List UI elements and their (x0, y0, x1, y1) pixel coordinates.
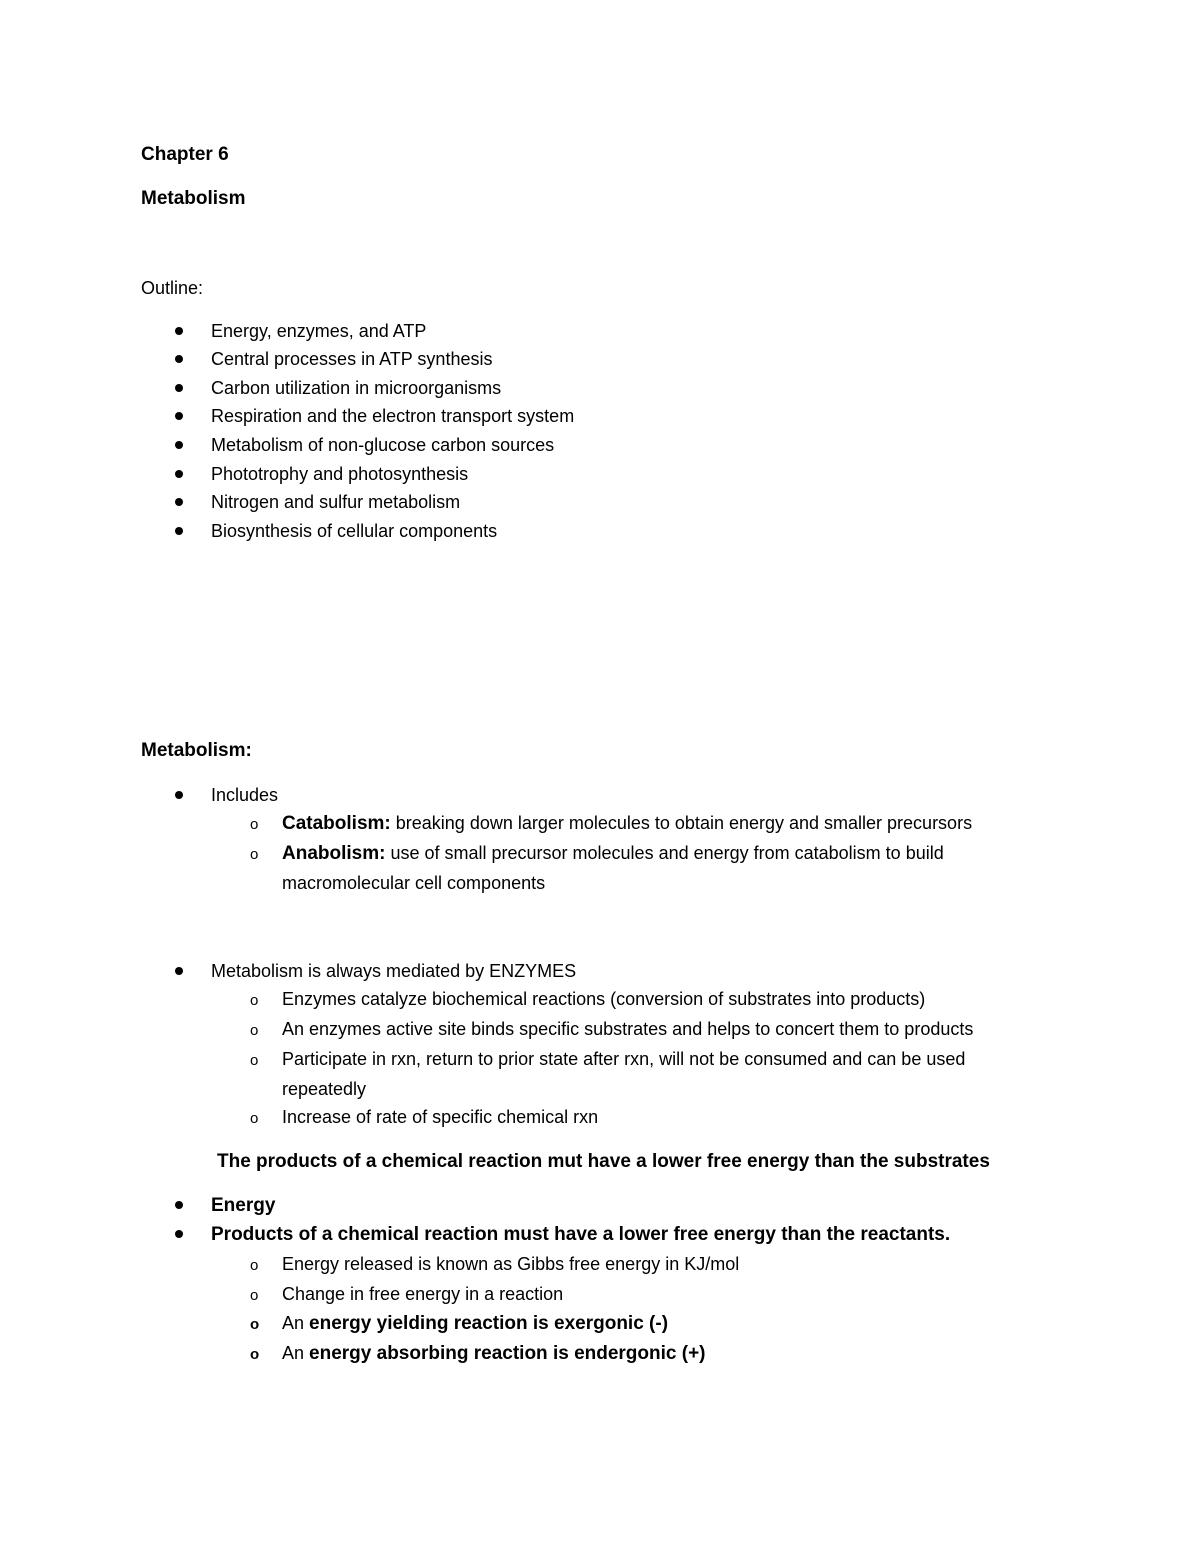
enzymes-sub-item: Increase of rate of specific chemical rxn (282, 1107, 599, 1127)
sub-bullet-icon: o (250, 1022, 259, 1039)
bullet-icon (175, 791, 183, 799)
sub-bullet-icon: o (250, 1052, 259, 1069)
anabolism-line (282, 844, 944, 863)
outline-label: Outline: (141, 278, 204, 298)
sub-bullet-icon: o (250, 1346, 260, 1363)
bullet-icon (175, 1201, 183, 1209)
chapter-title: Chapter 6 (141, 144, 229, 165)
bullet-icon (175, 355, 183, 363)
outline-item: Respiration and the electron transport system (211, 406, 575, 426)
includes-label: Includes (211, 785, 279, 805)
bullet-icon (175, 498, 183, 506)
bullet-icon (175, 327, 183, 335)
catabolism-line (282, 814, 972, 833)
sub-bullet-icon: o (250, 846, 259, 863)
bullet-icon (175, 470, 183, 478)
catabolism-text: breaking down larger molecules to obtain energy and smaller precursors (395, 813, 973, 833)
anabolism-term: Anabolism: (282, 843, 386, 864)
catabolism-term: Catabolism: (282, 813, 391, 834)
enzymes-sub-item: An enzymes active site binds specific substrates and helps to concert them to products (282, 1019, 974, 1039)
enzymes-sub-item-continued: repeatedly (282, 1079, 367, 1099)
endergonic-line (282, 1344, 706, 1363)
outline-item: Biosynthesis of cellular components (211, 521, 498, 541)
anabolism-text-continued: macromolecular cell components (282, 873, 546, 893)
endergonic-text: energy absorbing reaction is endergonic (+) (309, 1343, 706, 1364)
enzymes-sub-item: Enzymes catalyze biochemical reactions (conversion of substrates into products) (282, 989, 926, 1009)
outline-item: Phototrophy and photosynthesis (211, 464, 469, 484)
enzymes-label: Metabolism is always mediated by ENZYMES (211, 961, 577, 981)
sub-bullet-icon: o (250, 992, 259, 1009)
exergonic-prefix: An (282, 1313, 305, 1333)
bullet-icon (175, 1230, 183, 1238)
energy-sub-item: Energy released is known as Gibbs free energy in KJ/mol (282, 1254, 740, 1274)
bullet-icon (175, 412, 183, 420)
bullet-icon (175, 967, 183, 975)
enzymes-sub-item: Participate in rxn, return to prior state after rxn, will not be consumed and can be used (282, 1049, 966, 1069)
bullet-icon (175, 441, 183, 449)
energy-bullet: Energy (211, 1195, 276, 1216)
metabolism-heading: Metabolism: (141, 740, 252, 761)
subject-title: Metabolism (141, 188, 246, 209)
energy-sub-item: Change in free energy in a reaction (282, 1284, 564, 1304)
anabolism-text: use of small precursor molecules and energy from catabolism to build (390, 843, 944, 863)
sub-bullet-icon: o (250, 1287, 259, 1304)
exergonic-line (282, 1314, 668, 1333)
products-bullet: Products of a chemical reaction must have a lower free energy than the reactants. (211, 1224, 951, 1245)
bullet-icon (175, 527, 183, 535)
sub-bullet-icon: o (250, 1110, 259, 1127)
exergonic-text: energy yielding reaction is exergonic (-) (309, 1313, 669, 1334)
outline-item: Nitrogen and sulfur metabolism (211, 492, 461, 512)
outline-item: Metabolism of non-glucose carbon sources (211, 435, 555, 455)
outline-item: Central processes in ATP synthesis (211, 349, 493, 369)
bullet-icon (175, 384, 183, 392)
endergonic-prefix: An (282, 1343, 305, 1363)
sub-bullet-icon: o (250, 1316, 260, 1333)
outline-item: Carbon utilization in microorganisms (211, 378, 502, 398)
energy-statement: The products of a chemical reaction mut have a lower free energy than the substrates (217, 1151, 990, 1172)
sub-bullet-icon: o (250, 1257, 259, 1274)
outline-item: Energy, enzymes, and ATP (211, 321, 427, 341)
sub-bullet-icon: o (250, 816, 259, 833)
